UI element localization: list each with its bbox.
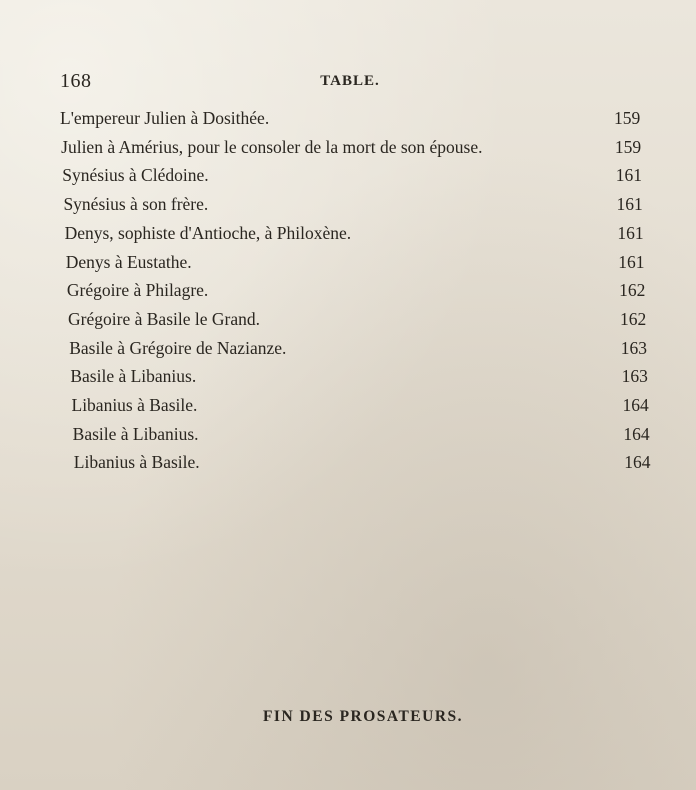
toc-entry [62, 165, 650, 191]
toc-entry [60, 108, 650, 134]
toc-entry-title: Synésius à son frère. [63, 194, 209, 215]
toc-entry-page: 162 [619, 308, 647, 329]
toc-entry [74, 452, 650, 478]
end-note-text: FIN DES PROSATEURS. [262, 708, 464, 725]
page-number: 168 [60, 70, 92, 92]
toc-entry-page: 164 [622, 395, 649, 415]
toc-entry-title: Basile à Libanius. [72, 423, 199, 444]
toc-entry-title: Grégoire à Basile le Grand. [68, 308, 260, 329]
toc-entry [63, 194, 650, 220]
toc-entry-title: Denys, sophiste d'Antioche, à Philoxène. [64, 222, 352, 243]
toc-entry-page: 161 [615, 165, 642, 186]
page-header [60, 70, 640, 98]
toc-entry-title: Basile à Libanius. [70, 366, 197, 387]
toc-entry [61, 137, 650, 163]
toc-entry-title: Libanius à Basile. [73, 452, 200, 473]
toc-entry-page: 164 [624, 452, 651, 473]
toc-entry-page: 161 [616, 194, 643, 215]
toc-entry [65, 223, 650, 249]
toc-entry-page: 161 [618, 251, 645, 272]
toc-entry [72, 395, 651, 421]
end-note [0, 708, 696, 726]
toc-entry-title: Denys à Eustathe. [65, 251, 192, 272]
running-title: TABLE. [320, 73, 380, 89]
toc-entry-title: Grégoire à Philagre. [66, 280, 209, 301]
toc-entry-title: Julien à Amérius, pour le consoler de la mort de son épouse. [61, 136, 483, 157]
toc-entry-title: Basile à Grégoire de Nazianze. [69, 337, 287, 358]
toc-entry-page: 164 [623, 423, 650, 444]
toc-entry [69, 338, 650, 364]
toc-entry [67, 280, 650, 306]
toc-entry-page: 162 [619, 280, 646, 301]
toc-entry [66, 252, 650, 278]
toc-entry-title: Libanius à Basile. [71, 395, 198, 415]
toc-entry-page: 163 [620, 337, 648, 358]
toc-entry-title: L'empereur Julien à Dosithée. [60, 108, 270, 128]
toc-entry [73, 424, 650, 450]
toc-entry-page: 161 [617, 222, 644, 243]
toc-entry [70, 366, 650, 392]
toc-entry-title: Synésius à Clédoine. [62, 165, 209, 186]
toc-entry-page: 159 [614, 108, 641, 128]
toc-entry-page: 159 [614, 136, 642, 157]
toc-entry [68, 309, 650, 335]
toc-entry-page: 163 [621, 366, 648, 387]
